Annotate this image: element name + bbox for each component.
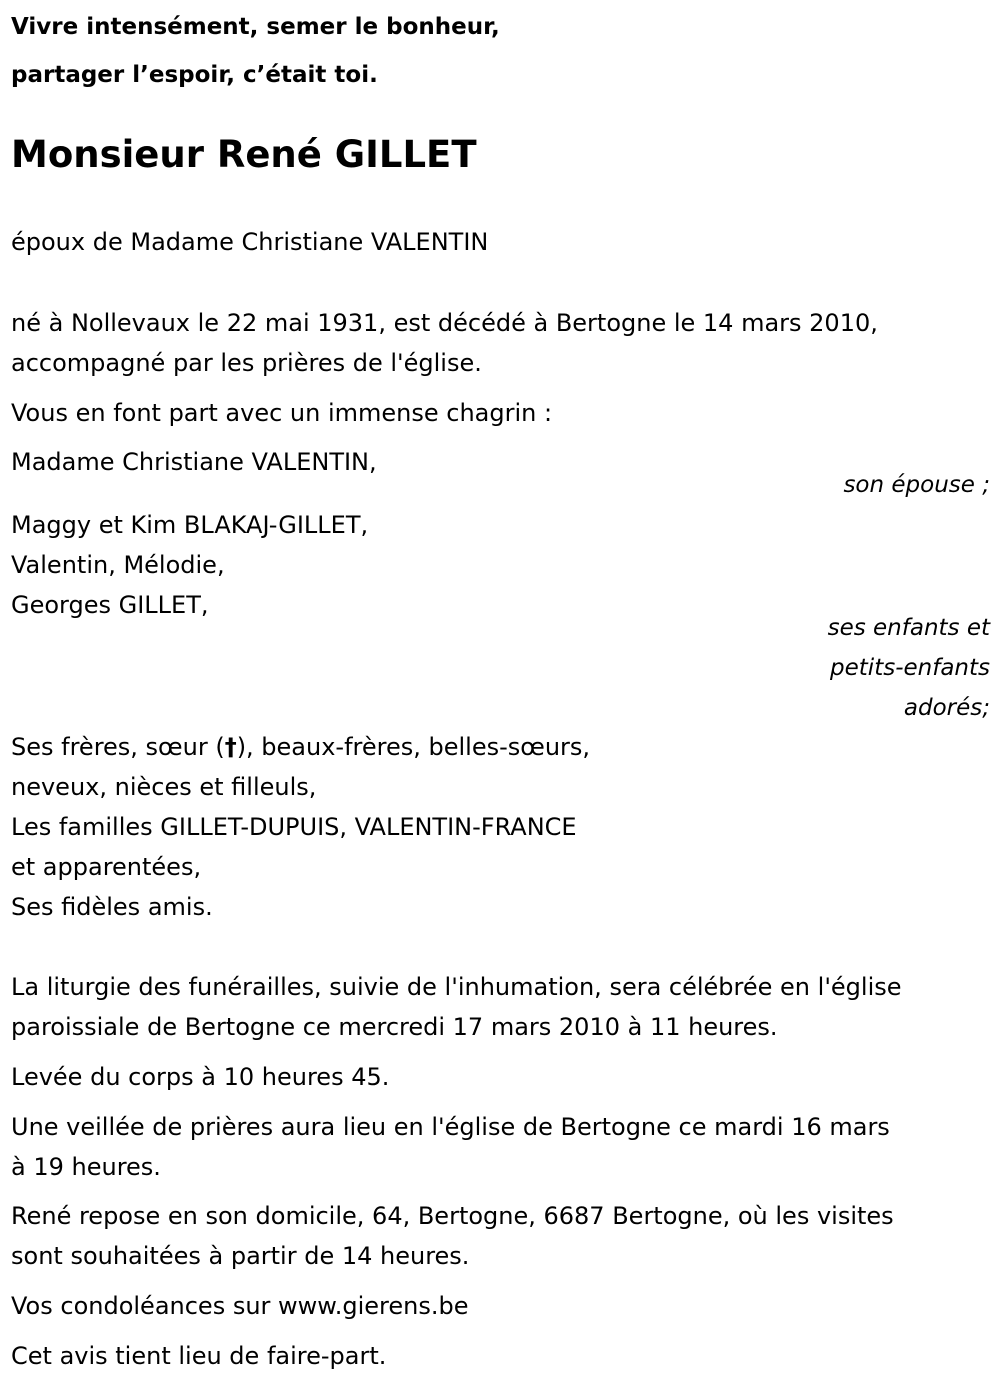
- spouse-of-line: époux de Madame Christiane VALENTIN: [11, 228, 489, 256]
- cross-icon: †: [224, 733, 237, 761]
- children-line-1: Maggy et Kim BLAKAJ-GILLET,: [11, 511, 369, 539]
- children-relation-line-2: petits-enfants: [830, 655, 990, 681]
- children-line-2: Valentin, Mélodie,: [11, 551, 225, 579]
- repose-line-1: René repose en son domicile, 64, Bertogne, 6687 Bertogne, où les visites: [11, 1202, 894, 1230]
- children-line-3: Georges GILLET,: [11, 591, 209, 619]
- birth-death-line-2: accompagné par les prières de l'église.: [11, 349, 482, 377]
- family-line-3: Les familles GILLET-DUPUIS, VALENTIN-FRANCE: [11, 813, 577, 841]
- motto-line-2: partager l’espoir, c’était toi.: [11, 62, 378, 88]
- family-line-5: Ses fidèles amis.: [11, 893, 213, 921]
- family-line-1-end: ), beaux-frères, belles-sœurs,: [236, 733, 591, 761]
- funeral-line-2: paroissiale de Bertogne ce mercredi 17 mars 2010 à 11 heures.: [11, 1013, 778, 1041]
- family-line-1-start: Ses frères, sœur (: [11, 733, 225, 761]
- family-line-4: et apparentées,: [11, 853, 202, 881]
- closing-line: Cet avis tient lieu de faire-part.: [11, 1342, 387, 1370]
- condolences-line: Vos condoléances sur www.gierens.be: [11, 1292, 469, 1320]
- announcement-line: Vous en font part avec un immense chagrin :: [11, 399, 553, 427]
- family-line-2: neveux, nièces et filleuls,: [11, 773, 317, 801]
- spouse-relation: son épouse ;: [843, 472, 990, 498]
- body-removal-line: Levée du corps à 10 heures 45.: [11, 1063, 390, 1091]
- vigil-line-2: à 19 heures.: [11, 1153, 161, 1181]
- birth-death-line-1: né à Nollevaux le 22 mai 1931, est décédé à Bertogne le 14 mars 2010,: [11, 309, 878, 337]
- motto-line-1: Vivre intensément, semer le bonheur,: [11, 14, 500, 40]
- repose-line-2: sont souhaitées à partir de 14 heures.: [11, 1242, 470, 1270]
- funeral-line-1: La liturgie des funérailles, suivie de l'inhumation, sera célébrée en l'église: [11, 973, 902, 1001]
- family-line-1: [11, 730, 590, 764]
- deceased-name-title: Monsieur René GILLET: [11, 133, 477, 176]
- vigil-line-1: Une veillée de prières aura lieu en l'église de Bertogne ce mardi 16 mars: [11, 1113, 890, 1141]
- children-relation-line-1: ses enfants et: [827, 615, 990, 641]
- children-relation-line-3: adorés;: [903, 695, 990, 721]
- spouse-name: Madame Christiane VALENTIN,: [11, 448, 377, 476]
